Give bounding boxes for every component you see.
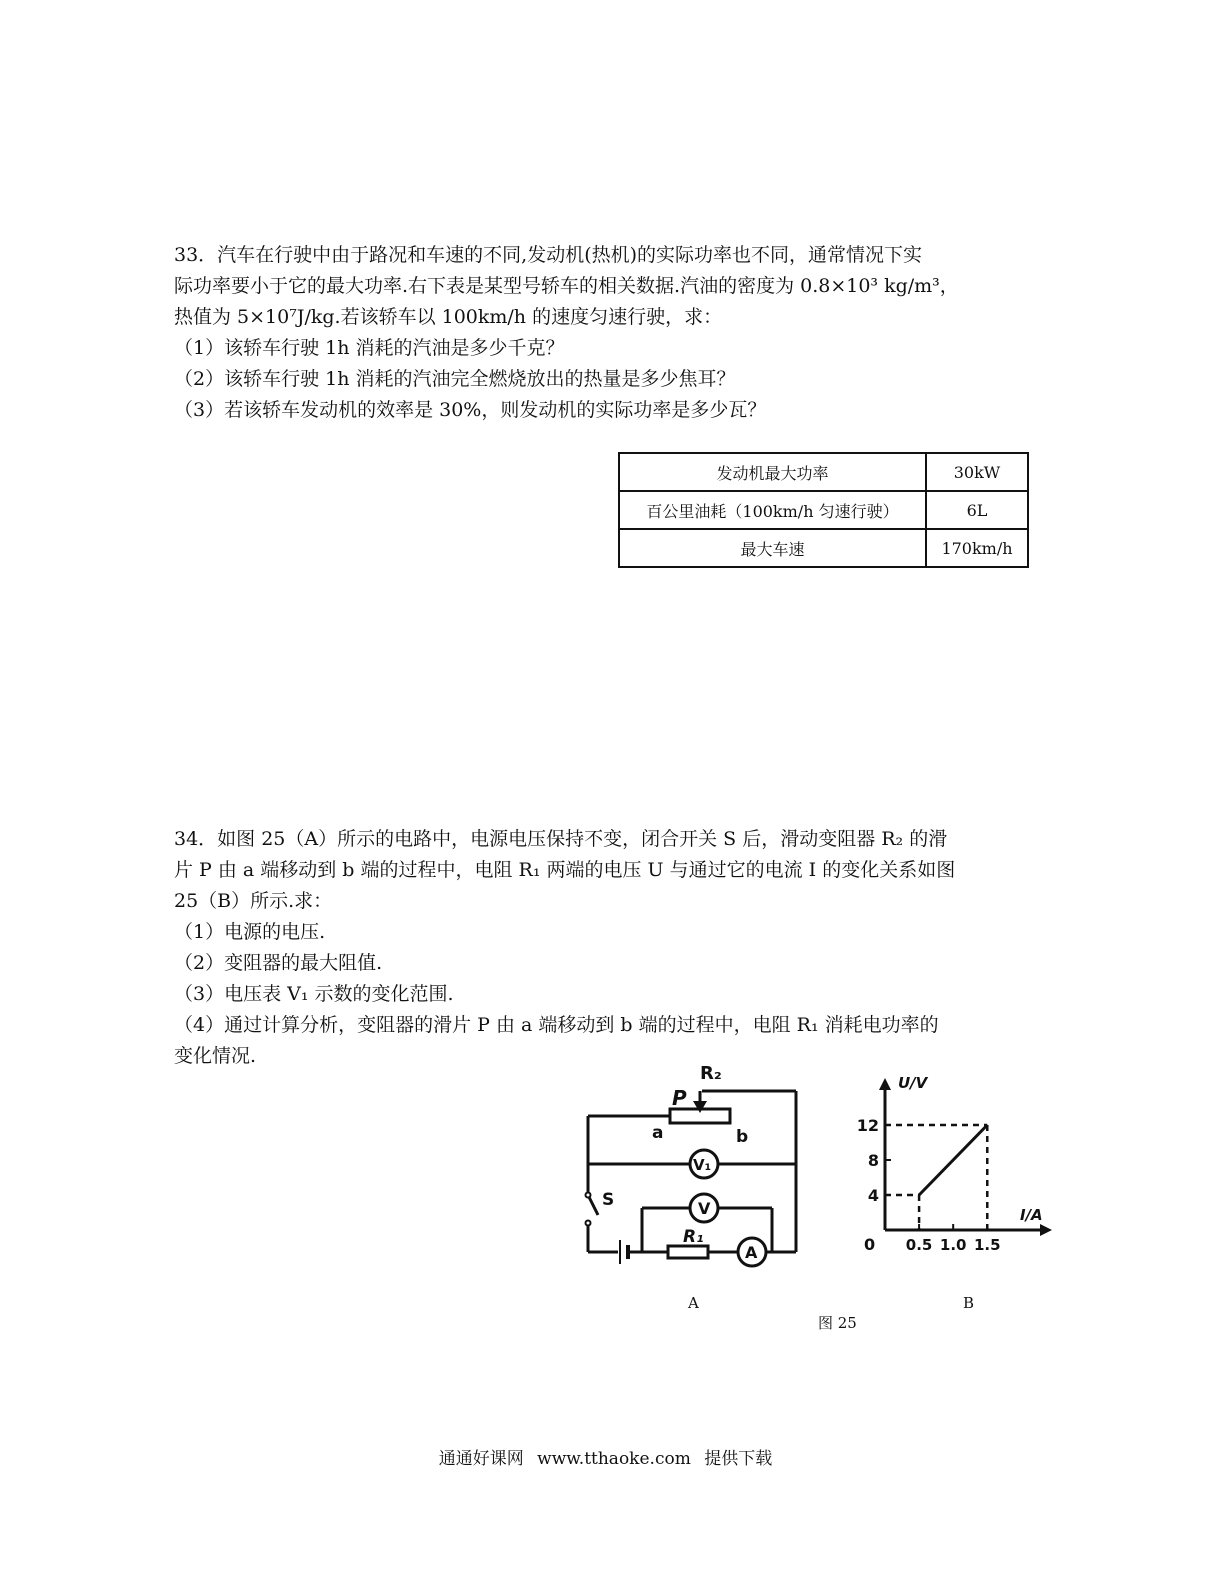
switch-label: S [602, 1190, 615, 1210]
spec-label: 发动机最大功率 [619, 453, 926, 491]
spec-label: 最大车速 [619, 529, 926, 567]
u-i-graph [850, 1070, 1065, 1255]
footer-url[interactable]: www.tthaoke.com [537, 1449, 691, 1469]
x-tick-label: 1.0 [939, 1236, 967, 1254]
spec-value: 170km/h [926, 529, 1028, 567]
problem-34-line: （4）通过计算分析，变阻器的滑片 P 由 a 端移动到 b 端的过程中，电阻 R₁ 消耗电功率的 [174, 1014, 939, 1036]
caption-a: A [688, 1294, 699, 1312]
b-end-label: b [736, 1127, 749, 1147]
series-line [919, 1125, 987, 1195]
footer-note: 提供下载 [704, 1449, 773, 1469]
problem-34-line: 片 P 由 a 端移动到 b 端的过程中，电阻 R₁ 两端的电压 U 与通过它的电流 I 的变化关系如图 [174, 859, 956, 881]
footer [0, 1444, 1211, 1469]
table-row [619, 491, 1028, 529]
problem-33-line: （2）该轿车行驶 1h 消耗的汽油完全燃烧放出的热量是多少焦耳？ [174, 368, 736, 390]
table-row [619, 453, 1028, 491]
y-tick-label: 4 [867, 1186, 879, 1205]
problem-34-line: （3）电压表 V₁ 示数的变化范围. [174, 983, 454, 1005]
problem-33-line: 热值为 5×10⁷J/kg.若该轿车以 100km/h 的速度匀速行驶，求： [174, 306, 723, 328]
spec-value: 6L [926, 491, 1028, 529]
spec-value: 30kW [926, 453, 1028, 491]
v1-label: V₁ [693, 1156, 712, 1174]
x-tick-label: 0.5 [905, 1236, 933, 1254]
x-axis-label: I/A [1020, 1206, 1043, 1224]
problem-34-line: 34．如图 25（A）所示的电路中，电源电压保持不变，闭合开关 S 后，滑动变阻器 R₂ 的滑 [174, 828, 948, 850]
r2-label: R₂ [700, 1063, 722, 1084]
v-label: V [698, 1199, 711, 1218]
resistor-r1 [668, 1246, 708, 1258]
problem-34-line: 变化情况. [174, 1045, 257, 1067]
y-tick-label: 12 [856, 1116, 879, 1135]
problem-34-line: （2）变阻器的最大阻值. [174, 952, 383, 974]
y-axis-label: U/V [898, 1074, 928, 1092]
x-tick-label: 1.5 [973, 1236, 1001, 1254]
r1-label: R₁ [683, 1227, 704, 1247]
figure-caption: 图 25 [818, 1314, 857, 1332]
ammeter-label: A [745, 1243, 758, 1262]
problem-33-line: 33．汽车在行驶中由于路况和车速的不同,发动机(热机)的实际功率也不同，通常情况下实 [174, 244, 923, 266]
x-axis-arrow-icon [1040, 1224, 1052, 1236]
problem-34-line: 25（B）所示.求： [174, 890, 333, 912]
slider-arrow-icon [693, 1101, 707, 1113]
circuit-diagram [560, 1055, 820, 1285]
origin-label: 0 [864, 1235, 876, 1254]
y-tick-label: 8 [867, 1151, 879, 1170]
table-row [619, 529, 1028, 567]
spec-label: 百公里油耗（100km/h 匀速行驶） [619, 491, 926, 529]
p-label: P [672, 1086, 687, 1110]
y-axis-arrow-icon [879, 1078, 891, 1090]
footer-site: 通通好课网 [438, 1449, 524, 1469]
car-spec-table [618, 452, 1029, 568]
problem-33 [174, 240, 1024, 426]
problem-33-line: 际功率要小于它的最大功率.右下表是某型号轿车的相关数据.汽油的密度为 0.8×10³ kg/m³， [174, 275, 959, 297]
a-end-label: a [652, 1123, 664, 1143]
problem-34 [174, 824, 1024, 1072]
problem-34-line: （1）电源的电压. [174, 921, 326, 943]
problem-33-line: （1）该轿车行驶 1h 消耗的汽油是多少千克？ [174, 337, 565, 359]
caption-b: B [963, 1294, 975, 1312]
problem-33-line: （3）若该轿车发动机的效率是 30%，则发动机的实际功率是多少瓦？ [174, 399, 767, 421]
